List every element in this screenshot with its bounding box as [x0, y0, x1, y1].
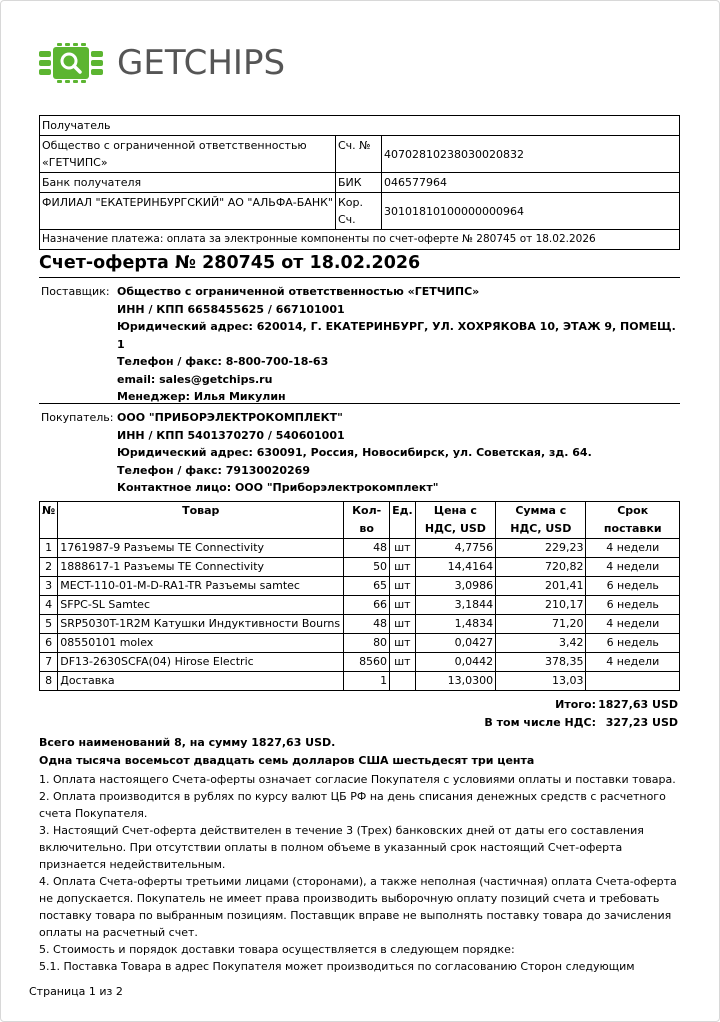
table-cell: шт	[390, 577, 416, 596]
account-label: Сч. №	[336, 136, 382, 173]
table-cell: 80	[344, 634, 390, 653]
logo	[39, 43, 285, 83]
buyer-label: Покупатель:	[41, 411, 114, 424]
table-row	[40, 615, 680, 634]
table-cell: 4 недели	[586, 653, 680, 672]
buyer-inn: ИНН / КПП 5401370270 / 540601001	[117, 428, 345, 442]
table-cell: 4 недели	[586, 615, 680, 634]
term-item: 2. Оплата производится в рублях по курсу валют ЦБ РФ на день списания денежных средств с расчетного счета Покупателя.	[39, 790, 666, 820]
table-cell: 13,03	[496, 672, 586, 691]
logo-text: GETCHIPS	[117, 43, 286, 83]
table-cell: 48	[344, 615, 390, 634]
supplier-label: Поставщик:	[41, 285, 110, 298]
table-cell: 3	[40, 577, 58, 596]
terms-block	[39, 771, 684, 975]
table-cell: 66	[344, 596, 390, 615]
goods-header-cell: Кол-во	[344, 502, 390, 539]
table-cell: шт	[390, 539, 416, 558]
vat-label: В том числе НДС:	[484, 716, 596, 729]
table-cell: 2	[40, 558, 58, 577]
term-item: 3. Настоящий Счет-оферта действителен в течение 3 (Трех) банковских дней от даты его составления включительно. При отсутствии оплаты в полном объеме в указанный срок настоящий Счет-оферта признается недействительным.	[39, 824, 644, 871]
table-cell: 5	[40, 615, 58, 634]
payment-purpose: Назначение платежа: оплата за электронные компоненты по счет-оферте № 280745 от 18.02.2026	[40, 230, 680, 250]
goods-table	[39, 501, 680, 691]
table-cell: 3,1844	[415, 596, 496, 615]
totals-block	[484, 696, 678, 732]
summary-words: Одна тысяча восемьсот двадцать семь долларов США шестьдесят три цента	[39, 754, 535, 767]
term-item: 4. Оплата Счета-оферты третьими лицами (сторонами), а также неполная (частичная) оплата Счета-оферта не допускается. Покупатель не имеет права производить выборочную оплату позиций счета и требовать поставку товара по выбранным позициям. Поставщик вправе не выполнять поставку товара до зачисления оплаты на расчетный счет.	[39, 875, 677, 939]
table-cell: шт	[390, 596, 416, 615]
table-cell: SFPC-SL Samtec	[58, 596, 344, 615]
supplier-address: Юридический адрес: 620014, Г. ЕКАТЕРИНБУРГ, УЛ. ХОХРЯКОВА 10, ЭТАЖ 9, ПОМЕЩ. 1	[117, 320, 676, 351]
table-row	[40, 558, 680, 577]
buyer-contact: Контактное лицо: ООО "Приборэлектрокомплект"	[117, 481, 439, 494]
corr-value: 30101810100000000964	[382, 193, 680, 230]
table-cell: 720,82	[496, 558, 586, 577]
table-cell: 4,7756	[415, 539, 496, 558]
table-cell	[390, 672, 416, 691]
table-row	[40, 653, 680, 672]
goods-header-row	[40, 502, 680, 539]
chip-magnifier-icon	[39, 43, 103, 83]
goods-body	[40, 539, 680, 691]
table-cell: 1,4834	[415, 615, 496, 634]
goods-header-cell: Сумма с НДС, USD	[496, 502, 586, 539]
bic-label: БИК	[336, 173, 382, 193]
goods-header-cell: Срок поставки	[586, 502, 680, 539]
term-item: 1. Оплата настоящего Счета-оферты означает согласие Покупателя с условиями оплаты и поставки товара.	[39, 773, 676, 786]
table-cell: Доставка	[58, 672, 344, 691]
table-cell: SRP5030T-1R2M Катушки Индуктивности Bourns	[58, 615, 344, 634]
document-title: Счет-оферта № 280745 от 18.02.2026	[39, 253, 421, 273]
goods-header-cell: №	[40, 502, 58, 539]
title-divider	[39, 277, 680, 278]
buyer-phone: Телефон / факс: 79130020269	[117, 463, 310, 477]
table-cell: 7	[40, 653, 58, 672]
supplier-block	[39, 283, 684, 406]
summary-count: Всего наименований 8, на сумму 1827,63 USD.	[39, 736, 336, 749]
table-cell: 48	[344, 539, 390, 558]
table-cell: 08550101 molex	[58, 634, 344, 653]
table-cell: 4 недели	[586, 558, 680, 577]
table-cell: шт	[390, 653, 416, 672]
table-cell: 13,0300	[415, 672, 496, 691]
goods-header-cell: Товар	[58, 502, 344, 539]
table-cell: 1761987-9 Разъемы TE Connectivity	[58, 539, 344, 558]
table-cell	[586, 672, 680, 691]
term-item: 5.1. Поставка Товара в адрес Покупателя может производиться по согласованию Сторон следующим	[39, 960, 635, 973]
bank-label: Банк получателя	[40, 173, 336, 193]
table-cell: 1888617-1 Разъемы TE Connectivity	[58, 558, 344, 577]
table-cell: шт	[390, 558, 416, 577]
recipient-label: Получатель	[40, 116, 680, 136]
table-cell: DF13-2630SCFA(04) Hirose Electric	[58, 653, 344, 672]
table-cell: 6 недель	[586, 596, 680, 615]
table-cell: 8560	[344, 653, 390, 672]
bank-name: ФИЛИАЛ "ЕКАТЕРИНБУРГСКИЙ" АО "АЛЬФА-БАНК"	[40, 193, 336, 230]
table-cell: 378,35	[496, 653, 586, 672]
table-cell: шт	[390, 634, 416, 653]
supplier-inn: ИНН / КПП 6658455625 / 667101001	[117, 302, 345, 316]
summary-block	[39, 734, 534, 770]
corr-label: Кор. Сч.	[336, 193, 382, 230]
buyer-address: Юридический адрес: 630091, Россия, Новосибирск, ул. Советская, зд. 64.	[117, 446, 592, 459]
table-row	[40, 596, 680, 615]
table-cell: 210,17	[496, 596, 586, 615]
table-cell: 8	[40, 672, 58, 691]
table-cell: 6 недель	[586, 634, 680, 653]
supplier-manager: Менеджер: Илья Микулин	[117, 390, 286, 403]
supplier-divider	[39, 403, 680, 404]
goods-header-cell: Цена с НДС, USD	[415, 502, 496, 539]
recipient-name: Общество с ограниченной ответственностью «ГЕТЧИПС»	[40, 136, 336, 173]
table-cell: 65	[344, 577, 390, 596]
table-cell: 71,20	[496, 615, 586, 634]
table-cell: 3,42	[496, 634, 586, 653]
supplier-name: Общество с ограниченной ответственностью «ГЕТЧИПС»	[117, 285, 480, 298]
table-cell: 1	[40, 539, 58, 558]
table-cell: 14,4164	[415, 558, 496, 577]
total-value: 1827,63 USD	[598, 698, 678, 711]
buyer-block	[39, 409, 684, 497]
table-cell: 0,0442	[415, 653, 496, 672]
page-number: Страница 1 из 2	[29, 985, 123, 998]
table-cell: 201,41	[496, 577, 586, 596]
vat-value: 327,23 USD	[605, 716, 678, 729]
table-cell: MECT-110-01-M-D-RA1-TR Разъемы samtec	[58, 577, 344, 596]
term-item: 5. Стоимость и порядок доставки товара осуществляется в следующем порядке:	[39, 943, 515, 956]
supplier-phone: Телефон / факс: 8-800-700-18-63	[117, 355, 329, 368]
total-label: Итого:	[555, 698, 596, 711]
table-cell: 3,0986	[415, 577, 496, 596]
table-cell: 0,0427	[415, 634, 496, 653]
table-cell: 6	[40, 634, 58, 653]
buyer-name: ООО "ПРИБОРЭЛЕКТРОКОМПЛЕКТ"	[117, 411, 343, 424]
bank-details-table	[39, 115, 680, 250]
table-cell: 4	[40, 596, 58, 615]
bic-value: 046577964	[382, 173, 680, 193]
account-number: 40702810238030020832	[382, 136, 680, 173]
table-row	[40, 634, 680, 653]
table-row	[40, 539, 680, 558]
table-row	[40, 577, 680, 596]
table-cell: шт	[390, 615, 416, 634]
table-row	[40, 672, 680, 691]
supplier-email: email: sales@getchips.ru	[117, 372, 273, 386]
table-cell: 4 недели	[586, 539, 680, 558]
table-cell: 50	[344, 558, 390, 577]
table-cell: 229,23	[496, 539, 586, 558]
table-cell: 1	[344, 672, 390, 691]
table-cell: 6 недель	[586, 577, 680, 596]
goods-header-cell: Ед.	[390, 502, 416, 539]
